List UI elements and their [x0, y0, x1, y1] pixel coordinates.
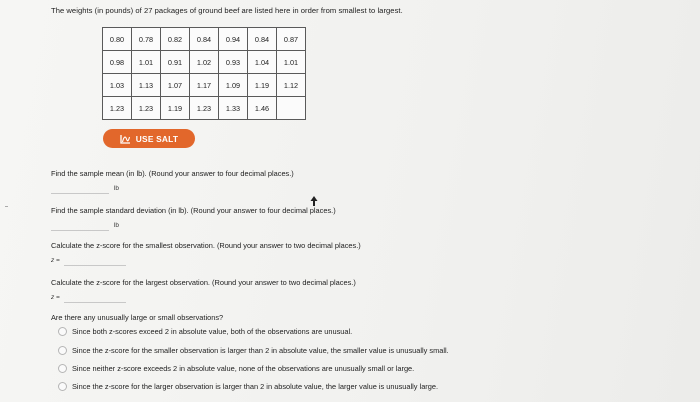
option-4[interactable]: [58, 382, 438, 391]
option-1-label: Since both z-scores exceed 2 in absolute value, both of the observations are unusual.: [72, 327, 353, 336]
table-cell: 1.33: [219, 97, 248, 120]
option-3[interactable]: [58, 364, 414, 373]
radio-button[interactable]: [58, 327, 67, 336]
z-largest-question: Calculate the z-score for the largest observation. (Round your answer to two decimal places.): [51, 278, 356, 287]
problem-prompt: The weights (in pounds) of 27 packages of ground beef are listed here in order from smallest to largest.: [51, 6, 403, 15]
table-row: [103, 97, 306, 120]
table-cell: 1.19: [248, 74, 277, 97]
table-cell: 1.13: [132, 74, 161, 97]
sd-unit: lb: [114, 222, 119, 229]
table-cell: 1.46: [248, 97, 277, 120]
table-cell: 0.98: [103, 51, 132, 74]
mean-question: Find the sample mean (in lb). (Round your answer to four decimal places.): [51, 169, 294, 178]
option-3-label: Since neither z-score exceeds 2 in absolute value, none of the observations are unusually small or large.: [72, 364, 415, 373]
unusual-question: Are there any unusually large or small observations?: [51, 313, 224, 322]
option-2[interactable]: [58, 346, 449, 355]
z-smallest-question: Calculate the z-score for the smallest observation. (Round your answer to two decimal places.): [51, 241, 361, 250]
mouse-cursor-icon: [310, 194, 318, 212]
table-cell: 1.17: [190, 74, 219, 97]
table-row: [103, 51, 306, 74]
table-cell: 0.80: [103, 28, 132, 51]
chart-icon: [120, 134, 131, 144]
option-1[interactable]: [58, 327, 352, 336]
table-cell: 0.84: [190, 28, 219, 51]
table-cell: 1.09: [219, 74, 248, 97]
mean-unit: lb: [114, 185, 119, 192]
radio-button[interactable]: [58, 364, 67, 373]
option-4-label: Since the z-score for the larger observation is larger than 2 in absolute value, the larger value is unusually large.: [72, 382, 439, 391]
table-cell: 1.02: [190, 51, 219, 74]
use-salt-label: USE SALT: [135, 133, 179, 144]
table-cell: 1.04: [248, 51, 277, 74]
option-2-label: Since the z-score for the smaller observation is larger than 2 in absolute value, the smaller value is unusually small.: [72, 346, 449, 355]
sd-question: Find the sample standard deviation (in lb). (Round your answer to four decimal places.): [51, 206, 336, 215]
table-cell: 1.03: [103, 74, 132, 97]
table-cell: 0.87: [277, 28, 306, 51]
table-cell: 0.91: [161, 51, 190, 74]
table-cell: 1.07: [161, 74, 190, 97]
table-cell: 1.23: [190, 97, 219, 120]
table-cell: 1.12: [277, 74, 306, 97]
table-cell: 0.93: [219, 51, 248, 74]
weights-table: [102, 27, 306, 120]
table-cell: 0.78: [132, 28, 161, 51]
table-cell: 1.23: [103, 97, 132, 120]
radio-button[interactable]: [58, 382, 67, 391]
table-cell: 1.01: [277, 51, 306, 74]
table-cell: 1.19: [161, 97, 190, 120]
sd-input[interactable]: [51, 218, 109, 231]
z-largest-input[interactable]: [64, 290, 126, 303]
table-cell-empty: [277, 97, 306, 120]
divider: [5, 206, 8, 207]
table-cell: 0.94: [219, 28, 248, 51]
z-smallest-label: z =: [51, 257, 60, 264]
mean-input[interactable]: [51, 181, 109, 194]
table-row: [103, 28, 306, 51]
z-smallest-input[interactable]: [64, 253, 126, 266]
table-row: [103, 74, 306, 97]
table-cell: 1.01: [132, 51, 161, 74]
table-cell: 0.84: [248, 28, 277, 51]
table-cell: 1.23: [132, 97, 161, 120]
table-cell: 0.82: [161, 28, 190, 51]
radio-button[interactable]: [58, 346, 67, 355]
use-salt-button[interactable]: [103, 129, 195, 148]
z-largest-label: z =: [51, 294, 60, 301]
